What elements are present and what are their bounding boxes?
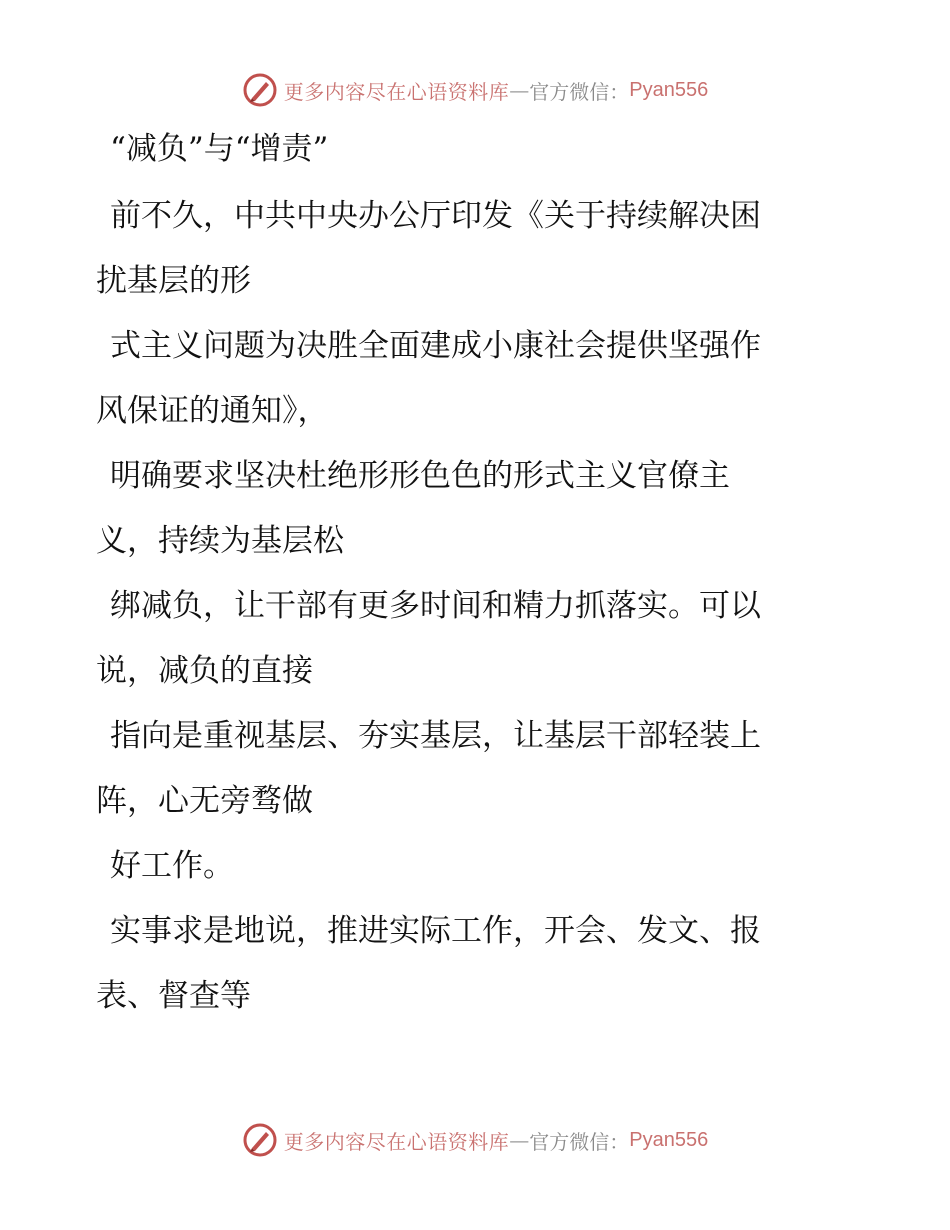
paragraph-line: 指向是重视基层、夯实基层，让基层干部轻装上 — [110, 718, 761, 754]
paragraph-line: 前不久，中共中央办公厅印发《关于持续解决困 — [110, 198, 761, 234]
banner-wechat-label: 官方微信： — [529, 79, 630, 104]
paragraph — [96, 314, 836, 444]
paragraph-line: 表、督查等 — [96, 978, 251, 1014]
banner-text: 更多内容尽在心语资料库 — [283, 79, 510, 104]
banner-wechat-id: Pyan556 — [629, 78, 709, 101]
paragraph-line: 实事求是地说，推进实际工作，开会、发文、报 — [110, 913, 761, 949]
banner-text: 更多内容尽在心语资料库 — [283, 1129, 510, 1154]
document-title: “减负”与“增责” — [110, 131, 329, 167]
paragraph-line: 义，持续为基层松 — [96, 523, 344, 559]
paragraph-line: 好工作。 — [110, 848, 234, 884]
document-body — [96, 124, 836, 1029]
paragraph-line: 绑减负，让干部有更多时间和精力抓落实。可以 — [110, 588, 761, 624]
paragraph — [96, 444, 836, 574]
paragraph-line: 阵，心无旁骛做 — [96, 783, 313, 819]
header-banner — [0, 70, 950, 110]
banner-separator: — — [509, 1128, 530, 1152]
paragraph-line: 明确要求坚决杜绝形形色色的形式主义官僚主 — [110, 458, 730, 494]
paragraph-line: 风保证的通知》， — [96, 393, 329, 429]
banner-wechat-id: Pyan556 — [629, 1128, 709, 1151]
paragraph — [96, 574, 836, 704]
banner-wechat-label: 官方微信： — [529, 1129, 630, 1154]
pen-logo-icon — [242, 1122, 278, 1158]
paragraph — [96, 834, 836, 899]
footer-banner — [0, 1120, 950, 1160]
paragraph-line: 说，减负的直接 — [96, 653, 313, 689]
pen-logo-icon — [242, 72, 278, 108]
banner-separator: — — [509, 78, 530, 102]
paragraph-line: 式主义问题为决胜全面建成小康社会提供坚强作 — [110, 328, 761, 364]
paragraph — [96, 899, 836, 1029]
paragraph-line: 扰基层的形 — [96, 263, 251, 299]
paragraph — [96, 184, 836, 314]
paragraph — [96, 704, 836, 834]
